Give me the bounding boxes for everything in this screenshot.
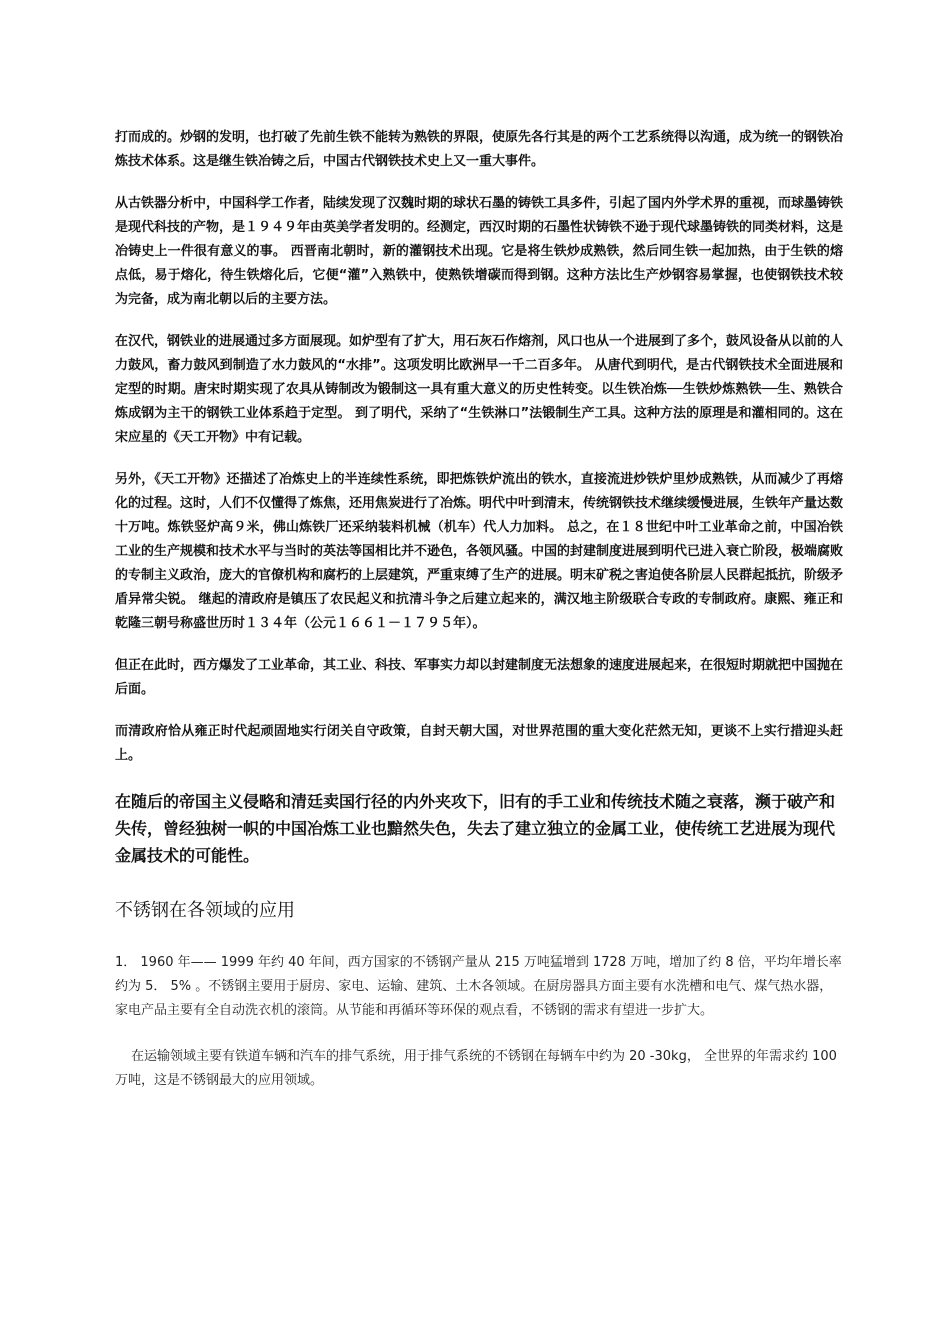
paragraph-bold-6: 而清政府恰从雍正时代起顽固地实行闭关自守政策，自封天朝大国，对世界范围的重大变化茫然无知，更谈不上实行措迎头赶上。 <box>115 724 843 763</box>
paragraph-bold-2: 从古铁器分析中，中国科学工作者，陆续发现了汉魏时期的球状石墨的铸铁工具多件，引起了国内外学术界的重视，而球墨铸铁是现代科技的产物，是１９４９年由英美学者发明的。经测定，西汉时期的石墨性状铸铁不逊于现代球墨铸铁的同类材料，这是冶铸史上一件很有意义的事。 西晋南北朝时，新的灌钢技术出现。它是将生铁炒成熟铁，然后同生铁一起加热，由于生铁的熔点低，易于熔化，待生铁熔化后，它便“灌”入熟铁中，使熟铁增碳而得到钢。这种方法比生产炒钢容易掌握，也使钢铁技术较为完备，成为南北朝以后的主要方法。 <box>115 196 844 307</box>
paragraph-bold-4: 另外，《天工开物》还描述了冶炼史上的半连续性系统，即把炼铁炉流出的铁水，直接流进炒铁炉里炒成熟铁，从而减少了再熔化的过程。这时，人们不仅懂得了炼焦，还用焦炭进行了冶炼。明代中叶到清末，传统钢铁技术继续缓慢进展，生铁年产量达数十万吨。炼铁竖炉高９米，佛山炼铁厂还采纳装料机械（机车）代人力加料。 总之，在１８世纪中叶工业革命之前，中国冶铁工业的生产规模和技术水平与当时的英法等国相比并不逊色，各领风骚。中国的封建制度进展到明代已进入衰亡阶段，极端腐败的专制主义政治，庞大的官僚机构和腐朽的上层建筑，严重束缚了生产的进展。明末矿税之害迫使各阶层人民群起抵抗，阶级矛盾异常尖锐。 继起的清政府是镇压了农民起义和抗清斗争之后建立起来的，满汉地主阶级联合专政的专制政府。康熙、雍正和乾隆三朝号称盛世历时１３４年（公元１６６１－１７９５年）。 <box>115 472 844 631</box>
paragraph-large: 在随后的帝国主义侵略和清廷卖国行径的内外夹攻下，旧有的手工业和传统技术随之衰落，濒于破产和失传，曾经独树一帜的中国冶炼工业也黯然失色，失去了建立独立的金属工业，使传统工艺进展为现代金属技术的可能性。 <box>115 792 836 865</box>
paragraph-bold-3: 在汉代，钢铁业的进展通过多方面展现。如炉型有了扩大，用石灰石作熔剂，风口也从一个进展到了多个，鼓风设备从以前的人力鼓风，畜力鼓风到制造了水力鼓风的“水排”。这项发明比欧洲早一千二百多年。 从唐代到明代，是古代钢铁技术全面进展和定型的时期。唐宋时期实现了农具从铸制改为锻制这一具有重大意义的历史性转变。以生铁冶炼──生铁炒炼熟铁──生、熟铁合炼成钢为主干的钢铁工业体系趋于定型。 到了明代，采纳了“生铁淋口”法锻制生产工具。这种方法的原理是和灌相同的。这在宋应星的《天工开物》中有记载。 <box>115 334 844 445</box>
paragraph-normal-1: 1． 1960 年—— 1999 年约 40 年间，西方国家的不锈钢产量从 215 万吨猛增到 1728 万吨，增加了约 8 倍，平均年增长率约为 5． 5% 。不锈钢主要用于厨房、家电、运输、建筑、土木各领域。在厨房器具方面主要有水洗槽和电气、煤气热水器，家电产品主要有全自动洗衣机的滚筒。从节能和再循环等环保的观点看，不锈钢的需求有望进一步扩大。 <box>115 955 842 1018</box>
paragraph-bold-5: 但正在此时，西方爆发了工业革命，其工业、科技、军事实力却以封建制度无法想象的速度进展起来，在很短时期就把中国抛在后面。 <box>115 658 844 697</box>
document-page <box>115 126 843 1093</box>
paragraph-bold-1: 打而成的。炒钢的发明，也打破了先前生铁不能转为熟铁的界限，使原先各行其是的两个工艺系统得以沟通，成为统一的钢铁冶炼技术体系。这是继生铁冶铸之后，中国古代钢铁技术史上又一重大事件。 <box>115 130 844 169</box>
paragraph-normal-2: 在运输领域主要有铁道车辆和汽车的排气系统，用于排气系统的不锈钢在每辆车中约为 20 -30kg， 全世界的年需求约 100 万吨，这是不锈钢最大的应用领域。 <box>115 1049 837 1088</box>
section-heading: 不锈钢在各领域的应用 <box>115 900 295 921</box>
